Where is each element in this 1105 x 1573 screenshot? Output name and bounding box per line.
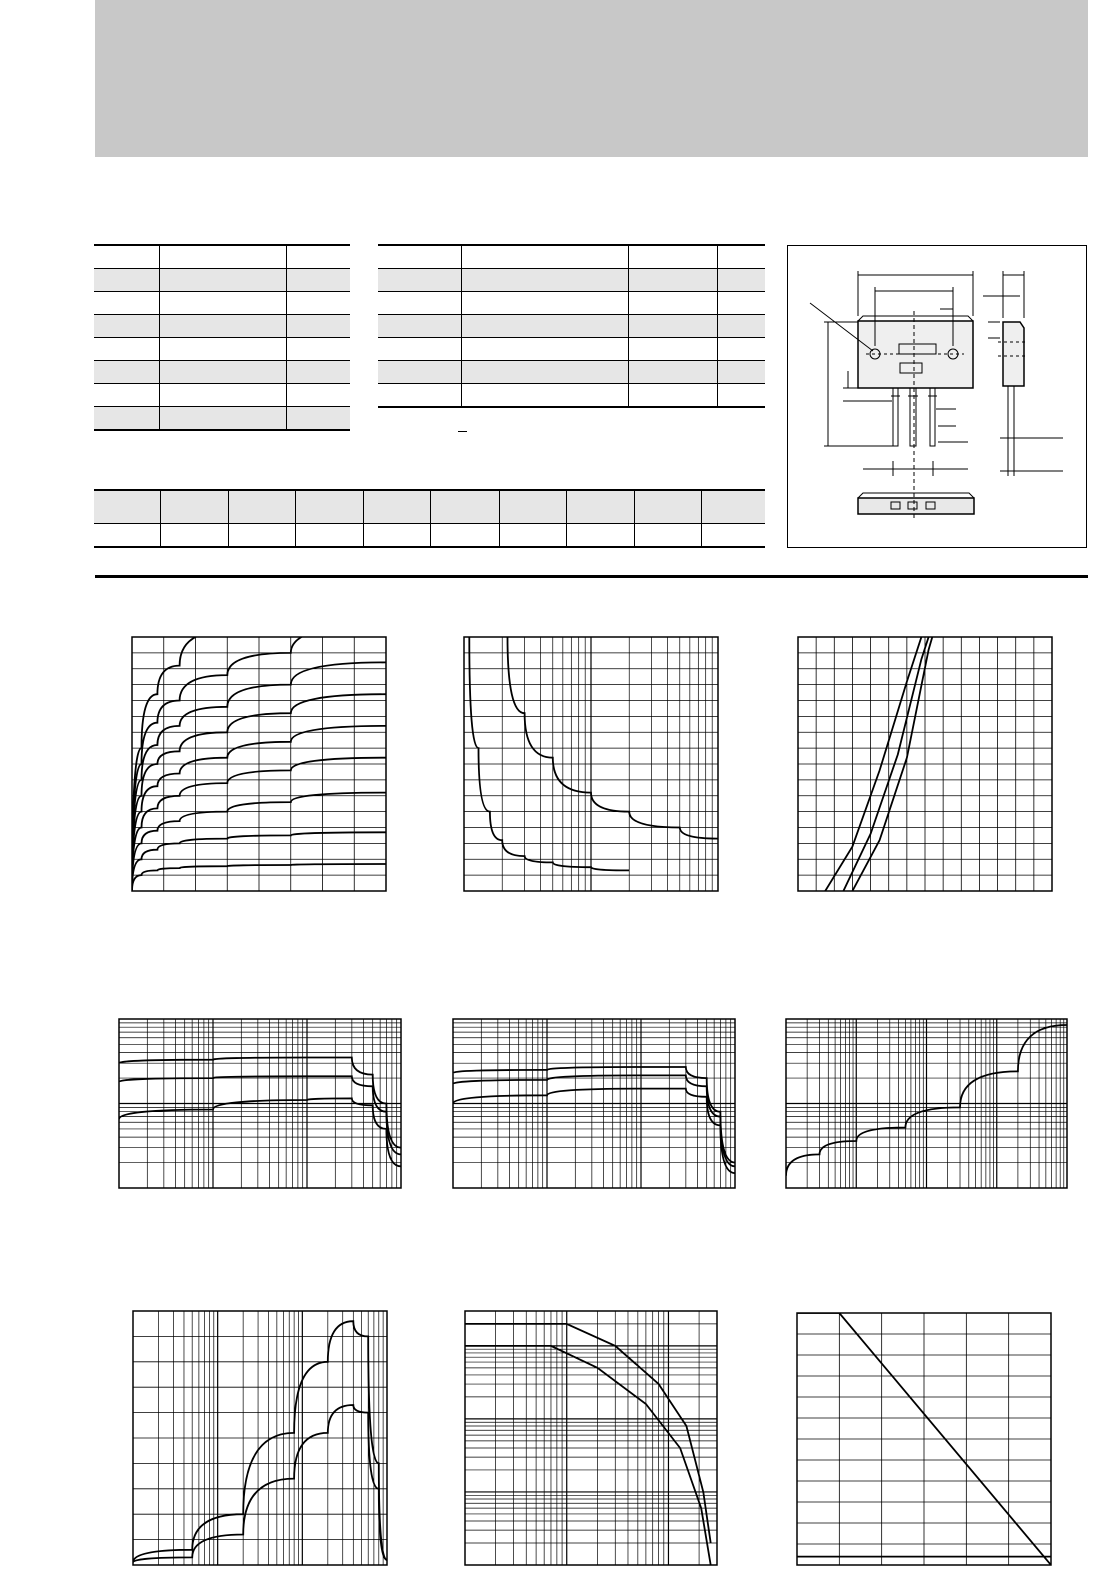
table-cell — [499, 524, 566, 548]
package-outline-drawing — [788, 246, 1088, 549]
table-cell — [718, 384, 765, 408]
table-cell — [462, 338, 629, 361]
table-cell — [160, 269, 286, 292]
table-cell — [718, 338, 765, 361]
table-cell — [94, 361, 160, 384]
table-cell — [229, 490, 296, 524]
package-outline-frame — [787, 245, 1087, 548]
table-row — [378, 269, 765, 292]
table-cell — [431, 490, 499, 524]
chart-curve-2 — [463, 636, 719, 892]
table-cell — [499, 490, 566, 524]
series-line-2 — [133, 1405, 387, 1563]
table-cell — [94, 384, 160, 407]
table-row — [378, 338, 765, 361]
chart-grid — [453, 1019, 735, 1188]
hfe-rank-table — [94, 489, 765, 548]
table-cell — [286, 292, 350, 315]
table-cell — [718, 245, 765, 269]
table-cell — [286, 338, 350, 361]
table-row — [94, 407, 350, 431]
table-cell — [629, 245, 718, 269]
chart-hfe-ic-1 — [118, 1018, 402, 1189]
table-row — [378, 292, 765, 315]
series-line-3 — [453, 1089, 735, 1174]
series-line-1 — [469, 637, 629, 870]
table-cell — [634, 490, 701, 524]
table-cell — [378, 315, 462, 338]
table-cell — [629, 269, 718, 292]
table-cell — [160, 245, 286, 269]
table-cell — [160, 361, 286, 384]
table-row — [94, 361, 350, 384]
table-cell — [462, 292, 629, 315]
table-row — [94, 292, 350, 315]
ratings-table-right — [378, 244, 765, 408]
chart-safe-operating-area — [464, 1310, 718, 1566]
chart-grid — [465, 1311, 717, 1565]
table-cell — [378, 384, 462, 408]
table-cell — [378, 361, 462, 384]
table-cell — [94, 315, 160, 338]
table-cell — [378, 269, 462, 292]
chart-curve-6 — [785, 1018, 1068, 1189]
table-cell — [566, 490, 634, 524]
table-cell — [462, 269, 629, 292]
table-cell — [160, 407, 286, 431]
table-cell — [462, 361, 629, 384]
series-line-1 — [119, 1058, 401, 1148]
table-cell — [378, 245, 462, 269]
table-cell — [94, 490, 161, 524]
table-cell — [160, 315, 286, 338]
table-cell — [364, 524, 431, 548]
table-row — [94, 338, 350, 361]
chart-hfe-ic-2 — [452, 1018, 736, 1189]
series-line-1 — [465, 1324, 711, 1543]
table-cell — [161, 524, 229, 548]
table-row — [94, 315, 350, 338]
package-body-bottom — [858, 498, 974, 514]
table-cell — [94, 407, 160, 431]
table-cell — [378, 338, 462, 361]
table-cell — [634, 524, 701, 548]
table-cell — [718, 292, 765, 315]
table-cell — [718, 361, 765, 384]
table-cell — [364, 490, 431, 524]
table-row — [378, 315, 765, 338]
series-line-1 — [453, 1067, 735, 1163]
chart-grid — [797, 1313, 1051, 1565]
table-cell — [718, 269, 765, 292]
chart-grid — [132, 637, 386, 891]
ratings-table-left — [94, 244, 350, 431]
table-cell — [160, 338, 286, 361]
table-cell — [566, 524, 634, 548]
table-cell — [701, 524, 765, 548]
table-row — [94, 384, 350, 407]
table-row — [94, 524, 765, 548]
footnote-mark — [458, 431, 467, 432]
table-cell — [629, 338, 718, 361]
series-line-3 — [119, 1098, 401, 1166]
table-cell — [286, 361, 350, 384]
table-cell — [629, 384, 718, 408]
table-cell — [160, 292, 286, 315]
series-line-2 — [119, 1076, 401, 1154]
table-cell — [629, 292, 718, 315]
table-row — [94, 490, 765, 524]
table-cell — [718, 315, 765, 338]
table-cell — [94, 292, 160, 315]
table-cell — [629, 315, 718, 338]
table-row — [94, 245, 350, 269]
chart-grid — [798, 637, 1052, 891]
series-line-2 — [508, 637, 719, 839]
table-row — [378, 361, 765, 384]
lead-2 — [910, 388, 916, 446]
table-row — [94, 269, 350, 292]
table-cell — [701, 490, 765, 524]
table-cell — [94, 524, 161, 548]
chart-pc-ta-derating — [796, 1312, 1052, 1566]
chart-ic-vce — [131, 636, 387, 892]
series-line-1 — [133, 1321, 387, 1562]
table-cell — [286, 407, 350, 431]
table-cell — [161, 490, 229, 524]
chart-ft-ic — [132, 1310, 388, 1566]
table-cell — [296, 490, 364, 524]
table-cell — [286, 245, 350, 269]
table-cell — [431, 524, 499, 548]
package-body-side — [1003, 322, 1024, 386]
table-cell — [229, 524, 296, 548]
table-cell — [629, 361, 718, 384]
table-cell — [462, 315, 629, 338]
table-cell — [378, 292, 462, 315]
lead-3 — [930, 388, 935, 446]
series-line-2 — [465, 1346, 711, 1565]
table-cell — [462, 384, 629, 408]
section-divider — [95, 575, 1088, 578]
table-cell — [296, 524, 364, 548]
table-row — [378, 245, 765, 269]
table-cell — [286, 315, 350, 338]
lead-side — [1008, 386, 1014, 471]
table-cell — [462, 245, 629, 269]
table-cell — [286, 269, 350, 292]
table-cell — [286, 384, 350, 407]
table-cell — [94, 269, 160, 292]
table-row — [378, 384, 765, 408]
chart-grid — [133, 1311, 387, 1565]
chart-ic-vbe — [797, 636, 1053, 892]
table-cell — [94, 245, 160, 269]
lead-1 — [893, 388, 898, 446]
chart-grid — [464, 637, 718, 891]
header-banner — [95, 0, 1088, 157]
table-cell — [160, 384, 286, 407]
table-cell — [94, 338, 160, 361]
